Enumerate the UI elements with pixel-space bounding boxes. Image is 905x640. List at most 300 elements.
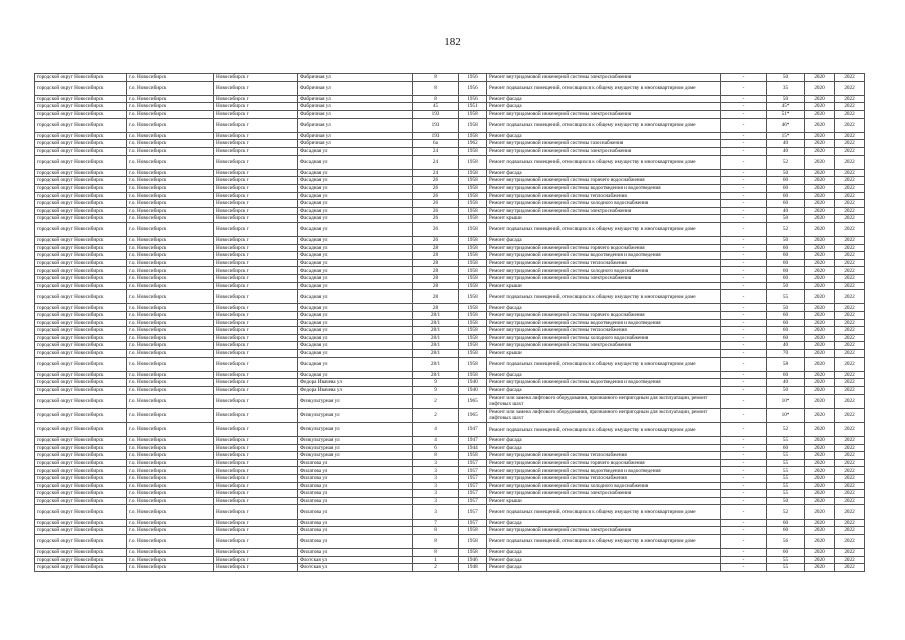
cell-street: Физкультурная ул bbox=[298, 422, 413, 436]
cell-value: 60 bbox=[767, 200, 805, 208]
cell-year-end: 2022 bbox=[835, 140, 865, 148]
cell-year-end: 2022 bbox=[835, 459, 865, 467]
cell-okrug: городской округ Новосибирск bbox=[35, 200, 127, 208]
page-number: 182 bbox=[444, 36, 461, 48]
cell-settlement: Новосибирск г bbox=[214, 290, 298, 304]
cell-year-start: 2020 bbox=[805, 81, 835, 95]
cell-settlement: Новосибирск г bbox=[214, 549, 298, 557]
cell-dash: - bbox=[721, 215, 767, 223]
cell-value: 55 bbox=[767, 459, 805, 467]
table-row bbox=[35, 475, 865, 483]
cell-city: г.о. Новосибирск bbox=[127, 437, 214, 445]
cell-house: 193 bbox=[413, 110, 459, 118]
cell-work-type: Ремонт крыши bbox=[487, 349, 721, 357]
cell-street: Физкультурная ул bbox=[298, 408, 413, 422]
table-row bbox=[35, 408, 865, 422]
cell-okrug: городской округ Новосибирск bbox=[35, 334, 127, 342]
cell-street: Фабричная ул bbox=[298, 81, 413, 95]
table-row bbox=[35, 422, 865, 436]
cell-year: 1958 bbox=[459, 259, 487, 267]
cell-year-start: 2020 bbox=[805, 371, 835, 379]
cell-year-end: 2022 bbox=[835, 394, 865, 408]
cell-okrug: городской округ Новосибирск bbox=[35, 342, 127, 350]
cell-work-type: Ремонт фасада bbox=[487, 169, 721, 177]
cell-year-start: 2020 bbox=[805, 459, 835, 467]
cell-settlement: Новосибирск г bbox=[214, 282, 298, 290]
table-row bbox=[35, 490, 865, 498]
cell-dash: - bbox=[721, 490, 767, 498]
table-row bbox=[35, 95, 865, 103]
cell-work-type: Ремонт фасада bbox=[487, 556, 721, 564]
cell-work-type: Ремонт фасада bbox=[487, 519, 721, 527]
cell-year-end: 2022 bbox=[835, 81, 865, 95]
cell-street: Фасадная ул bbox=[298, 207, 413, 215]
cell-value: 55 bbox=[767, 556, 805, 564]
cell-year-end: 2022 bbox=[835, 132, 865, 140]
cell-city: г.о. Новосибирск bbox=[127, 312, 214, 320]
cell-year-end: 2022 bbox=[835, 371, 865, 379]
cell-year-end: 2022 bbox=[835, 519, 865, 527]
cell-work-type: Ремонт внутридомовой инженерной системы электроснабжения bbox=[487, 490, 721, 498]
cell-house: 8 bbox=[413, 452, 459, 460]
cell-city: г.о. Новосибирск bbox=[127, 192, 214, 200]
cell-house: 2 bbox=[413, 394, 459, 408]
cell-year-start: 2020 bbox=[805, 237, 835, 245]
cell-okrug: городской округ Новосибирск bbox=[35, 534, 127, 548]
cell-house: 8 bbox=[413, 534, 459, 548]
cell-settlement: Новосибирск г bbox=[214, 342, 298, 350]
cell-house: 24 bbox=[413, 147, 459, 155]
cell-work-type: Ремонт внутридомовой инженерной системы теплоснабжения bbox=[487, 327, 721, 335]
cell-work-type: Ремонт или замена лифтового оборудования, признанного непригодным для эксплуатации, ремонт лифтовых шахт bbox=[487, 394, 721, 408]
cell-okrug: городской округ Новосибирск bbox=[35, 177, 127, 185]
cell-city: г.о. Новосибирск bbox=[127, 215, 214, 223]
cell-city: г.о. Новосибирск bbox=[127, 527, 214, 535]
cell-year-end: 2022 bbox=[835, 155, 865, 169]
cell-house: 193 bbox=[413, 132, 459, 140]
cell-year-start: 2020 bbox=[805, 327, 835, 335]
cell-okrug: городской округ Новосибирск bbox=[35, 519, 127, 527]
cell-street: Фабричная ул bbox=[298, 132, 413, 140]
cell-dash: - bbox=[721, 549, 767, 557]
cell-year: 1958 bbox=[459, 549, 487, 557]
cell-year-end: 2022 bbox=[835, 564, 865, 572]
cell-city: г.о. Новосибирск bbox=[127, 267, 214, 275]
cell-dash: - bbox=[721, 422, 767, 436]
cell-value: 60 bbox=[767, 275, 805, 283]
table-row bbox=[35, 74, 865, 82]
cell-settlement: Новосибирск г bbox=[214, 155, 298, 169]
cell-dash: - bbox=[721, 379, 767, 387]
cell-settlement: Новосибирск г bbox=[214, 267, 298, 275]
cell-dash: - bbox=[721, 237, 767, 245]
cell-city: г.о. Новосибирск bbox=[127, 386, 214, 394]
cell-dash: - bbox=[721, 467, 767, 475]
cell-settlement: Новосибирск г bbox=[214, 444, 298, 452]
cell-value: 40 bbox=[767, 379, 805, 387]
cell-dash: - bbox=[721, 304, 767, 312]
cell-dash: - bbox=[721, 475, 767, 483]
cell-okrug: городской округ Новосибирск bbox=[35, 103, 127, 111]
cell-work-type: Ремонт внутридомовой инженерной системы электроснабжения bbox=[487, 110, 721, 118]
cell-city: г.о. Новосибирск bbox=[127, 319, 214, 327]
cell-dash: - bbox=[721, 74, 767, 82]
cell-dash: - bbox=[721, 252, 767, 260]
cell-value: 60 bbox=[767, 259, 805, 267]
cell-dash: - bbox=[721, 140, 767, 148]
cell-dash: - bbox=[721, 132, 767, 140]
cell-dash: - bbox=[721, 371, 767, 379]
table-row bbox=[35, 132, 865, 140]
cell-street: Фабричная ул bbox=[298, 74, 413, 82]
table-row bbox=[35, 237, 865, 245]
cell-dash: - bbox=[721, 505, 767, 519]
cell-dash: - bbox=[721, 459, 767, 467]
table-row bbox=[35, 444, 865, 452]
cell-settlement: Новосибирск г bbox=[214, 534, 298, 548]
cell-value: 50 bbox=[767, 304, 805, 312]
cell-house: 28 bbox=[413, 290, 459, 304]
cell-value: 60 bbox=[767, 549, 805, 557]
cell-house: 28/1 bbox=[413, 342, 459, 350]
cell-year-end: 2022 bbox=[835, 95, 865, 103]
cell-year-start: 2020 bbox=[805, 259, 835, 267]
cell-year: 1951 bbox=[459, 103, 487, 111]
cell-value: 50 bbox=[767, 95, 805, 103]
cell-settlement: Новосибирск г bbox=[214, 505, 298, 519]
cell-work-type: Ремонт фасада bbox=[487, 549, 721, 557]
cell-okrug: городской округ Новосибирск bbox=[35, 459, 127, 467]
cell-settlement: Новосибирск г bbox=[214, 110, 298, 118]
repair-schedule-table bbox=[34, 73, 865, 572]
cell-work-type: Ремонт внутридомовой инженерной системы холодного водоснабжения bbox=[487, 482, 721, 490]
cell-year-start: 2020 bbox=[805, 408, 835, 422]
cell-settlement: Новосибирск г bbox=[214, 452, 298, 460]
cell-year-start: 2020 bbox=[805, 215, 835, 223]
cell-street: Филатова ул bbox=[298, 482, 413, 490]
cell-year-start: 2020 bbox=[805, 74, 835, 82]
table-row bbox=[35, 357, 865, 371]
cell-dash: - bbox=[721, 290, 767, 304]
cell-street: Фасадная ул bbox=[298, 275, 413, 283]
cell-city: г.о. Новосибирск bbox=[127, 74, 214, 82]
cell-city: г.о. Новосибирск bbox=[127, 184, 214, 192]
table-row bbox=[35, 467, 865, 475]
cell-house: 3 bbox=[413, 490, 459, 498]
cell-year-end: 2022 bbox=[835, 467, 865, 475]
cell-year-end: 2022 bbox=[835, 147, 865, 155]
cell-city: г.о. Новосибирск bbox=[127, 408, 214, 422]
cell-street: Физкультурная ул bbox=[298, 452, 413, 460]
cell-house: 4 bbox=[413, 422, 459, 436]
cell-value: 60 bbox=[767, 252, 805, 260]
cell-work-type: Ремонт фасада bbox=[487, 564, 721, 572]
cell-street: Филатова ул bbox=[298, 497, 413, 505]
cell-year-end: 2022 bbox=[835, 505, 865, 519]
cell-okrug: городской округ Новосибирск bbox=[35, 118, 127, 132]
cell-settlement: Новосибирск г bbox=[214, 192, 298, 200]
table-row bbox=[35, 215, 865, 223]
cell-city: г.о. Новосибирск bbox=[127, 237, 214, 245]
cell-city: г.о. Новосибирск bbox=[127, 110, 214, 118]
cell-year: 1958 bbox=[459, 304, 487, 312]
table-row bbox=[35, 371, 865, 379]
cell-value: 55 bbox=[767, 482, 805, 490]
cell-settlement: Новосибирск г bbox=[214, 459, 298, 467]
cell-street: Федора Ивачева ул bbox=[298, 379, 413, 387]
cell-dash: - bbox=[721, 110, 767, 118]
cell-year-start: 2020 bbox=[805, 147, 835, 155]
table-row bbox=[35, 327, 865, 335]
cell-value: 10* bbox=[767, 394, 805, 408]
cell-value: 60 bbox=[767, 184, 805, 192]
cell-street: Фасадная ул bbox=[298, 319, 413, 327]
cell-year: 1958 bbox=[459, 452, 487, 460]
cell-okrug: городской округ Новосибирск bbox=[35, 312, 127, 320]
cell-city: г.о. Новосибирск bbox=[127, 349, 214, 357]
cell-okrug: городской округ Новосибирск bbox=[35, 564, 127, 572]
cell-street: Флотская ул bbox=[298, 564, 413, 572]
cell-street: Фасадная ул bbox=[298, 327, 413, 335]
cell-work-type: Ремонт внутридомовой инженерной системы электроснабжения bbox=[487, 74, 721, 82]
table-row bbox=[35, 497, 865, 505]
cell-year-start: 2020 bbox=[805, 118, 835, 132]
cell-work-type: Ремонт крыши bbox=[487, 282, 721, 290]
cell-year: 1958 bbox=[459, 192, 487, 200]
cell-house: 28/1 bbox=[413, 357, 459, 371]
cell-okrug: городской округ Новосибирск bbox=[35, 386, 127, 394]
cell-year-start: 2020 bbox=[805, 505, 835, 519]
cell-street: Фасадная ул bbox=[298, 259, 413, 267]
cell-value: 56 bbox=[767, 534, 805, 548]
cell-year-start: 2020 bbox=[805, 95, 835, 103]
cell-value: 55 bbox=[767, 467, 805, 475]
table-row bbox=[35, 267, 865, 275]
cell-street: Фасадная ул bbox=[298, 349, 413, 357]
cell-year: 1957 bbox=[459, 467, 487, 475]
cell-dash: - bbox=[721, 275, 767, 283]
cell-okrug: городской округ Новосибирск bbox=[35, 357, 127, 371]
cell-dash: - bbox=[721, 556, 767, 564]
cell-year-start: 2020 bbox=[805, 319, 835, 327]
table-row bbox=[35, 527, 865, 535]
cell-dash: - bbox=[721, 155, 767, 169]
cell-city: г.о. Новосибирск bbox=[127, 549, 214, 557]
table-row bbox=[35, 319, 865, 327]
cell-okrug: городской округ Новосибирск bbox=[35, 549, 127, 557]
cell-work-type: Ремонт внутридомовой инженерной системы горячего водоснабжения bbox=[487, 177, 721, 185]
cell-city: г.о. Новосибирск bbox=[127, 556, 214, 564]
table-row bbox=[35, 459, 865, 467]
cell-work-type: Ремонт внутридомовой инженерной системы водоотведения и водоотведения bbox=[487, 467, 721, 475]
cell-value: 51* bbox=[767, 110, 805, 118]
cell-year-start: 2020 bbox=[805, 527, 835, 535]
cell-house: 3 bbox=[413, 467, 459, 475]
cell-street: Фасадная ул bbox=[298, 267, 413, 275]
cell-dash: - bbox=[721, 81, 767, 95]
cell-street: Фасадная ул bbox=[298, 184, 413, 192]
table-row bbox=[35, 222, 865, 236]
cell-city: г.о. Новосибирск bbox=[127, 81, 214, 95]
cell-year-end: 2022 bbox=[835, 169, 865, 177]
cell-dash: - bbox=[721, 342, 767, 350]
cell-work-type: Ремонт внутридомовой инженерной системы водоотведения и водоотведения bbox=[487, 379, 721, 387]
cell-work-type: Ремонт или замена лифтового оборудования, признанного непригодным для эксплуатации, ремонт лифтовых шахт bbox=[487, 408, 721, 422]
cell-city: г.о. Новосибирск bbox=[127, 177, 214, 185]
cell-value: 60 bbox=[767, 192, 805, 200]
cell-work-type: Ремонт подвальных помещений, относящихся к общему имуществу в многоквартирном доме bbox=[487, 118, 721, 132]
cell-settlement: Новосибирск г bbox=[214, 252, 298, 260]
cell-year-end: 2022 bbox=[835, 319, 865, 327]
cell-year: 1958 bbox=[459, 327, 487, 335]
cell-work-type: Ремонт крыши bbox=[487, 497, 721, 505]
cell-city: г.о. Новосибирск bbox=[127, 200, 214, 208]
table-row bbox=[35, 452, 865, 460]
cell-settlement: Новосибирск г bbox=[214, 103, 298, 111]
cell-work-type: Ремонт внутридомовой инженерной системы теплоснабжения bbox=[487, 259, 721, 267]
cell-year: 1944 bbox=[459, 444, 487, 452]
cell-year-end: 2022 bbox=[835, 452, 865, 460]
cell-okrug: городской округ Новосибирск bbox=[35, 267, 127, 275]
cell-value: 60 bbox=[767, 519, 805, 527]
cell-okrug: городской округ Новосибирск bbox=[35, 110, 127, 118]
cell-year: 1958 bbox=[459, 275, 487, 283]
cell-year: 1958 bbox=[459, 290, 487, 304]
cell-work-type: Ремонт внутридомовой инженерной системы газоснабжения bbox=[487, 140, 721, 148]
cell-year-start: 2020 bbox=[805, 467, 835, 475]
cell-okrug: городской округ Новосибирск bbox=[35, 422, 127, 436]
cell-year-start: 2020 bbox=[805, 490, 835, 498]
table-row bbox=[35, 312, 865, 320]
cell-year: 1958 bbox=[459, 252, 487, 260]
cell-year-end: 2022 bbox=[835, 177, 865, 185]
table-row bbox=[35, 252, 865, 260]
cell-okrug: городской округ Новосибирск bbox=[35, 207, 127, 215]
cell-settlement: Новосибирск г bbox=[214, 490, 298, 498]
cell-okrug: городской округ Новосибирск bbox=[35, 155, 127, 169]
cell-house: 26 bbox=[413, 237, 459, 245]
cell-city: г.о. Новосибирск bbox=[127, 275, 214, 283]
cell-year-end: 2022 bbox=[835, 267, 865, 275]
cell-dash: - bbox=[721, 534, 767, 548]
cell-value: 50 bbox=[767, 386, 805, 394]
cell-settlement: Новосибирск г bbox=[214, 74, 298, 82]
cell-work-type: Ремонт внутридомовой инженерной системы холодного водоснабжения bbox=[487, 200, 721, 208]
cell-dash: - bbox=[721, 95, 767, 103]
cell-value: 58 bbox=[767, 357, 805, 371]
cell-year: 1956 bbox=[459, 74, 487, 82]
cell-settlement: Новосибирск г bbox=[214, 132, 298, 140]
cell-okrug: городской округ Новосибирск bbox=[35, 490, 127, 498]
cell-okrug: городской округ Новосибирск bbox=[35, 222, 127, 236]
cell-year-start: 2020 bbox=[805, 184, 835, 192]
cell-work-type: Ремонт подвальных помещений, относящихся к общему имуществу в многоквартирном доме bbox=[487, 422, 721, 436]
cell-house: 3 bbox=[413, 459, 459, 467]
cell-dash: - bbox=[721, 169, 767, 177]
table-row bbox=[35, 437, 865, 445]
cell-street: Фасадная ул bbox=[298, 282, 413, 290]
cell-city: г.о. Новосибирск bbox=[127, 147, 214, 155]
cell-year-start: 2020 bbox=[805, 482, 835, 490]
cell-year-end: 2022 bbox=[835, 408, 865, 422]
cell-house: 26 bbox=[413, 177, 459, 185]
cell-street: Фасадная ул bbox=[298, 169, 413, 177]
cell-city: г.о. Новосибирск bbox=[127, 467, 214, 475]
cell-dash: - bbox=[721, 267, 767, 275]
cell-city: г.о. Новосибирск bbox=[127, 222, 214, 236]
cell-work-type: Ремонт внутридомовой инженерной системы электроснабжения bbox=[487, 342, 721, 350]
cell-settlement: Новосибирск г bbox=[214, 497, 298, 505]
cell-settlement: Новосибирск г bbox=[214, 184, 298, 192]
cell-house: 28 bbox=[413, 267, 459, 275]
cell-year: 1958 bbox=[459, 200, 487, 208]
cell-work-type: Ремонт внутридомовой инженерной системы электроснабжения bbox=[487, 147, 721, 155]
cell-dash: - bbox=[721, 497, 767, 505]
cell-settlement: Новосибирск г bbox=[214, 475, 298, 483]
cell-street: Филатова ул bbox=[298, 549, 413, 557]
cell-okrug: городской округ Новосибирск bbox=[35, 497, 127, 505]
cell-year: 1965 bbox=[459, 408, 487, 422]
cell-value: 35 bbox=[767, 81, 805, 95]
cell-year: 1958 bbox=[459, 184, 487, 192]
cell-house: 28/1 bbox=[413, 327, 459, 335]
cell-value: 50 bbox=[767, 169, 805, 177]
cell-work-type: Ремонт фасада bbox=[487, 371, 721, 379]
cell-settlement: Новосибирск г bbox=[214, 371, 298, 379]
cell-value: 60 bbox=[767, 371, 805, 379]
cell-city: г.о. Новосибирск bbox=[127, 482, 214, 490]
cell-okrug: городской округ Новосибирск bbox=[35, 252, 127, 260]
cell-year-start: 2020 bbox=[805, 342, 835, 350]
cell-value: 60 bbox=[767, 444, 805, 452]
cell-house: 28 bbox=[413, 304, 459, 312]
cell-value: 60 bbox=[767, 327, 805, 335]
cell-okrug: городской округ Новосибирск bbox=[35, 275, 127, 283]
cell-settlement: Новосибирск г bbox=[214, 327, 298, 335]
cell-house: 28 bbox=[413, 252, 459, 260]
cell-value: 55 bbox=[767, 490, 805, 498]
cell-house: 2 bbox=[413, 408, 459, 422]
cell-dash: - bbox=[721, 103, 767, 111]
cell-value: 55 bbox=[767, 437, 805, 445]
table-row bbox=[35, 275, 865, 283]
cell-year: 1948 bbox=[459, 564, 487, 572]
cell-street: Филатова ул bbox=[298, 490, 413, 498]
cell-street: Фасадная ул bbox=[298, 222, 413, 236]
cell-street: Фабричная ул bbox=[298, 95, 413, 103]
cell-city: г.о. Новосибирск bbox=[127, 475, 214, 483]
cell-year-start: 2020 bbox=[805, 110, 835, 118]
cell-work-type: Ремонт крыши bbox=[487, 215, 721, 223]
cell-settlement: Новосибирск г bbox=[214, 95, 298, 103]
cell-value: 46* bbox=[767, 118, 805, 132]
cell-city: г.о. Новосибирск bbox=[127, 452, 214, 460]
cell-house: 24 bbox=[413, 169, 459, 177]
cell-okrug: городской округ Новосибирск bbox=[35, 290, 127, 304]
cell-settlement: Новосибирск г bbox=[214, 147, 298, 155]
cell-value: 52 bbox=[767, 222, 805, 236]
cell-year-start: 2020 bbox=[805, 475, 835, 483]
cell-settlement: Новосибирск г bbox=[214, 312, 298, 320]
cell-city: г.о. Новосибирск bbox=[127, 334, 214, 342]
cell-dash: - bbox=[721, 334, 767, 342]
cell-settlement: Новосибирск г bbox=[214, 215, 298, 223]
table-row bbox=[35, 103, 865, 111]
cell-work-type: Ремонт фасада bbox=[487, 237, 721, 245]
cell-house: 28/1 bbox=[413, 371, 459, 379]
cell-dash: - bbox=[721, 207, 767, 215]
table-row bbox=[35, 169, 865, 177]
